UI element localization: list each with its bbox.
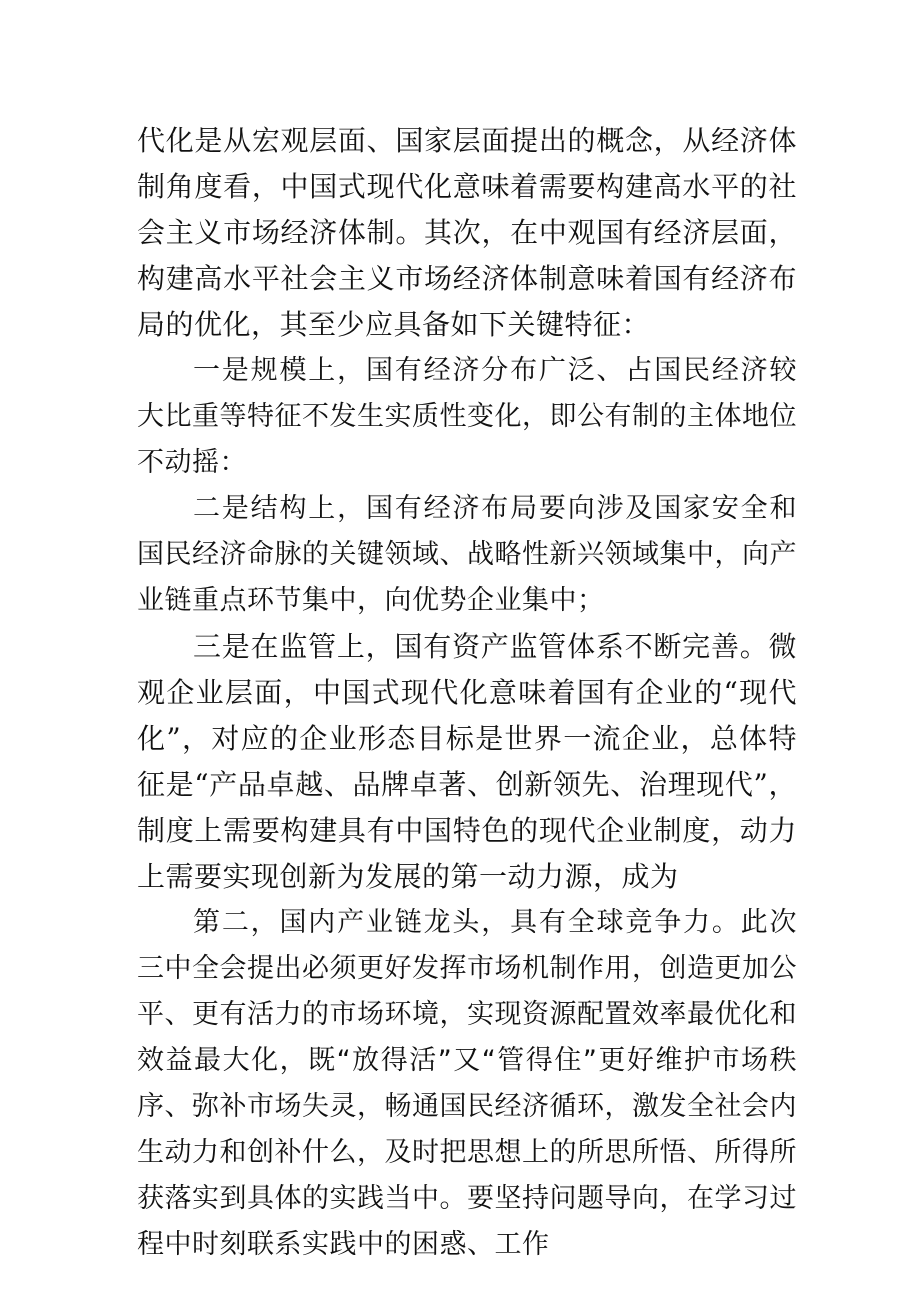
paragraph-continuation: 代化是从宏观层面、国家层面提出的概念，从经济体制角度看，中国式现代化意味着需要构建高水平的社会主义市场经济体制。其次，在中观国有经济层面，构建高水平社会主义市场经济体制意味着国有经济布局的优化，其至少应具备如下关键特征：	[137, 124, 797, 341]
paragraph-scale: 一是规模上，国有经济分布广泛、占国民经济较大比重等特征不发生实质性变化，即公有制的主体地位不动摇：	[137, 355, 797, 478]
paragraph-structure: 二是结构上，国有经济布局要向涉及国家安全和国民经济命脉的关键领域、战略性新兴领域集中，向产业链重点环节集中，向优势企业集中；	[137, 493, 797, 616]
paragraph-supervision: 三是在监管上，国有资产监管体系不断完善。微观企业层面，中国式现代化意味着国有企业的“现代化”，对应的企业形态目标是世界一流企业，总体特征是“产品卓越、品牌卓著、创新领先、治理现代”，制度上需要构建具有中国特色的现代企业制度，动力上需要实现创新为发展的第一动力源，成为	[137, 630, 797, 893]
document-body	[137, 118, 797, 1268]
paragraph-second: 第二，国内产业链龙头，具有全球竞争力。此次三中全会提出必须更好发挥市场机制作用，创造更加公平、更有活力的市场环境，实现资源配置效率最优化和效益最大化，既“放得活”又“管得住”更好维护市场秩序、弥补市场失灵，畅通国民经济循环，激发全社会内生动力和创补什么，及时把思想上的所思所悟、所得所获落实到具体的实践当中。要坚持问题导向，在学习过程中时刻联系实践中的困惑、工作	[137, 907, 797, 1260]
